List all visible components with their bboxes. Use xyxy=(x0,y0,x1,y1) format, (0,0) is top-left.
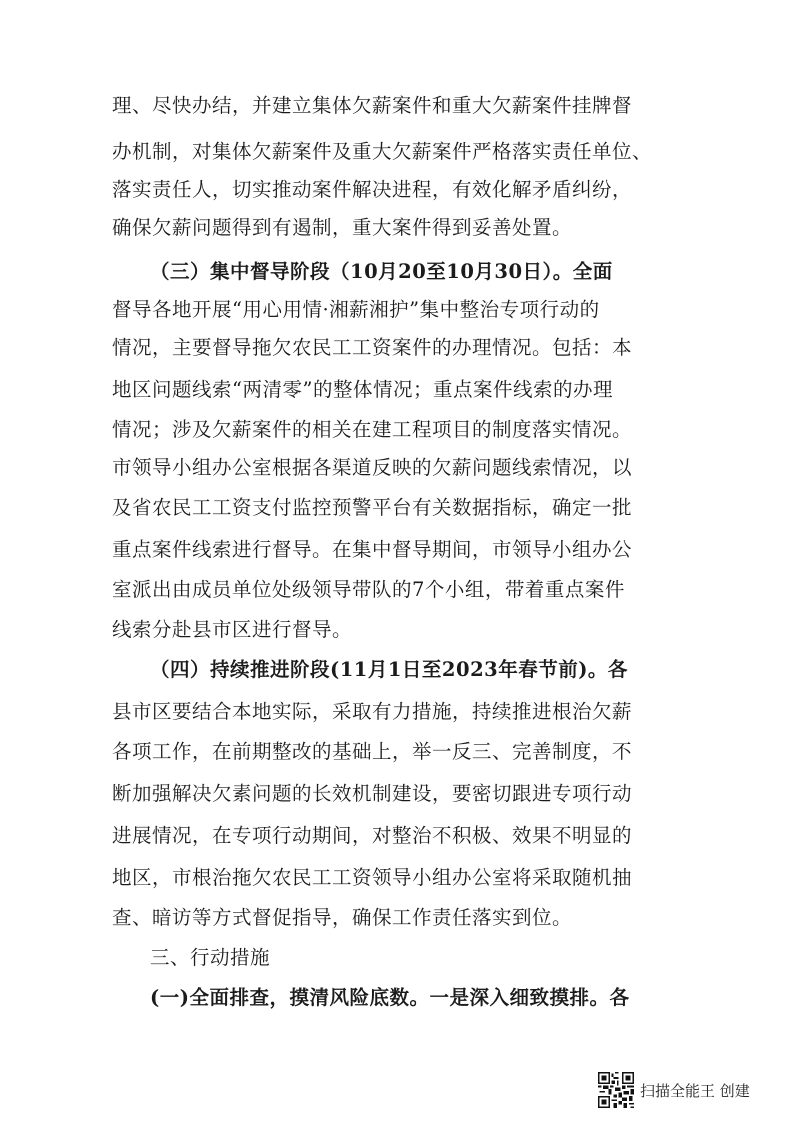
paragraph-line: 情况；涉及欠薪案件的相关在建工程项目的制度落实情况。 xyxy=(112,418,633,441)
section-heading-actions: 三、行动措施 xyxy=(150,946,271,969)
qr-code-icon xyxy=(598,1072,634,1108)
paragraph-line: 地区问题线索“两清零”的整体情况；重点案件线索的办理 xyxy=(112,378,613,401)
paragraph-line: 确保欠薪问题得到有遏制，重大案件得到妥善处置。 xyxy=(112,216,573,239)
paragraph-line: 重点案件线索进行督导。在集中督导期间，市领导小组办公 xyxy=(112,538,633,561)
paragraph-line: 落实责任人，切实推动案件解决进程，有效化解矛盾纠纷， xyxy=(112,178,633,201)
paragraph-line: 办机制，对集体欠薪案件及重大欠薪案件严格落实责任单位、 xyxy=(112,140,653,163)
paragraph-line: 各项工作，在前期整改的基础上，举一反三、完善制度，不 xyxy=(112,740,633,763)
section-heading-4: （四）持续推进阶段(11月1日至2023年春节前)。各 xyxy=(150,658,628,681)
paragraph-line: 市领导小组办公室根据各渠道反映的欠薪问题线索情况，以 xyxy=(112,456,633,479)
paragraph-line: 督导各地开展“用心用情·湘薪湘护”集中整治专项行动的 xyxy=(112,298,600,321)
scanner-label: 扫描全能王 创建 xyxy=(640,1081,750,1100)
paragraph-line: 查、暗访等方式督促指导，确保工作责任落实到位。 xyxy=(112,906,573,929)
paragraph-line: 情况，主要督导拖欠农民工工资案件的办理情况。包括：本 xyxy=(112,336,633,359)
paragraph-line: 及省农民工工资支付监控预警平台有关数据指标，确定一批 xyxy=(112,496,633,519)
paragraph-line: 室派出由成员单位处级领导带队的7个小组，带着重点案件 xyxy=(112,578,625,601)
subsection-heading-1: (一)全面排查，摸清风险底数。一是深入细致摸排。各 xyxy=(150,986,630,1009)
paragraph-line: 进展情况，在专项行动期间，对整治不积极、效果不明显的 xyxy=(112,824,633,847)
paragraph-line: 地区，市根治拖欠农民工工资领导小组办公室将采取随机抽 xyxy=(112,866,633,889)
scanner-watermark xyxy=(598,1072,750,1108)
paragraph-line: 断加强解决欠素问题的长效机制建设，要密切跟进专项行动 xyxy=(112,782,633,805)
paragraph-line: 理、尽快办结，并建立集体欠薪案件和重大欠薪案件挂牌督 xyxy=(112,94,633,117)
paragraph-line: 线索分赴县市区进行督导。 xyxy=(112,618,353,641)
paragraph-line: 县市区要结合本地实际，采取有力措施，持续推进根治欠薪 xyxy=(112,700,633,723)
section-heading-3: （三）集中督导阶段（10月20至10月30日）。全面 xyxy=(150,260,613,283)
